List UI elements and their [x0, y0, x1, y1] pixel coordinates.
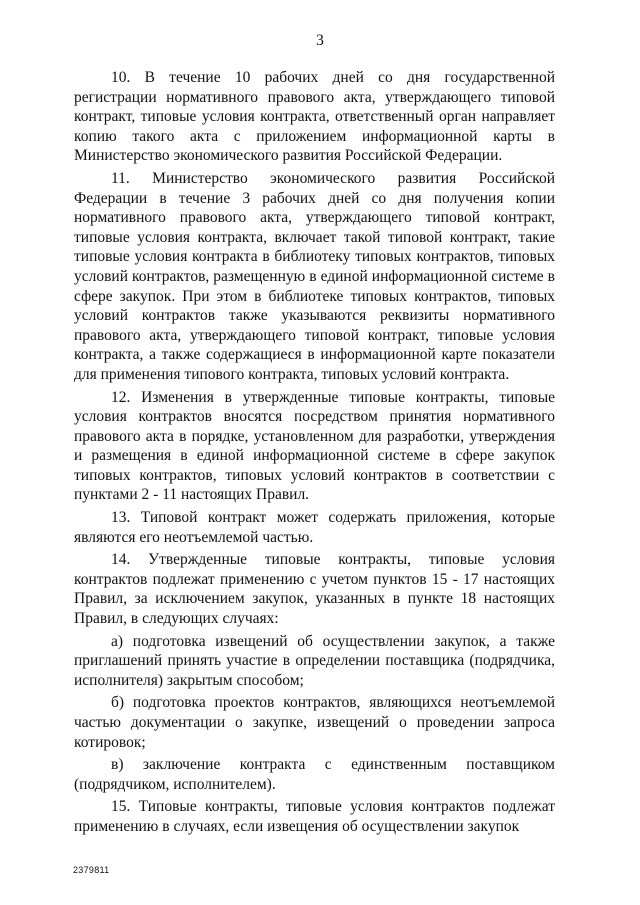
paragraph-14-c: в) заключение контракта с единственным поставщиком (подрядчиком, исполнителем).: [74, 756, 555, 793]
page-number: 3: [316, 32, 324, 49]
document-code: 2379811: [73, 865, 110, 875]
paragraph-13: 13. Типовой контракт может содержать приложения, которые являются его неотъемлемой частью.: [74, 509, 555, 546]
paragraph-14-b: б) подготовка проектов контрактов, являющихся неотъемлемой частью документации о закупке, извещений о проведении запроса котировок;: [74, 694, 555, 751]
paragraph-15: 15. Типовые контракты, типовые условия контрактов подлежат применению в случаях, если извещения об осуществлении закупок: [74, 798, 555, 835]
paragraph-14: 14. Утвержденные типовые контракты, типовые условия контрактов подлежат применению с учетом пунктов 15 - 17 настоящих Правил, за исключением закупок, указанных в пункте 18 настоящих Правил, в следующих случаях:: [74, 551, 555, 628]
paragraph-10: 10. В течение 10 рабочих дней со дня государственной регистрации нормативного правового акта, утверждающего типовой контракт, типовые условия контракта, ответственный орган направляет копию такого акта с приложением информационной карты в Министерство экономического развития Российской Федерации.: [74, 69, 555, 165]
document-body: [74, 68, 555, 840]
paragraph-12: 12. Изменения в утвержденные типовые контракты, типовые условия контрактов вносятся посредством принятия нормативного правового акта в порядке, установленном для разработки, утверждения и размещения в единой информационной системе в сфере закупок типовых контрактов, типовых условий контрактов в соответствии с пунктами 2 - 11 настоящих Правил.: [74, 388, 555, 504]
paragraph-11: 11. Министерство экономического развития Российской Федерации в течение 3 рабочих дней со дня получения копии нормативного правового акта, утверждающего типовой контракт, типовые условия контракта, включает такой типовой контракт, такие типовые условия контракта в библиотеку типовых контрактов, типовых условий контрактов, размещенную в единой информационной системе в сфере закупок. При этом в библиотеке типовых контрактов, типовых условий контрактов также указываются реквизиты нормативного правового акта, утверждающего типовой контракт, типовые условия контракта, а также содержащиеся в информационной карте показатели для применения типового контракта, типовых условий контракта.: [74, 169, 555, 383]
paragraph-14-a: а) подготовка извещений об осуществлении закупок, а также приглашений принять участие в определении поставщика (подрядчика, исполнителя) закрытым способом;: [74, 632, 555, 689]
